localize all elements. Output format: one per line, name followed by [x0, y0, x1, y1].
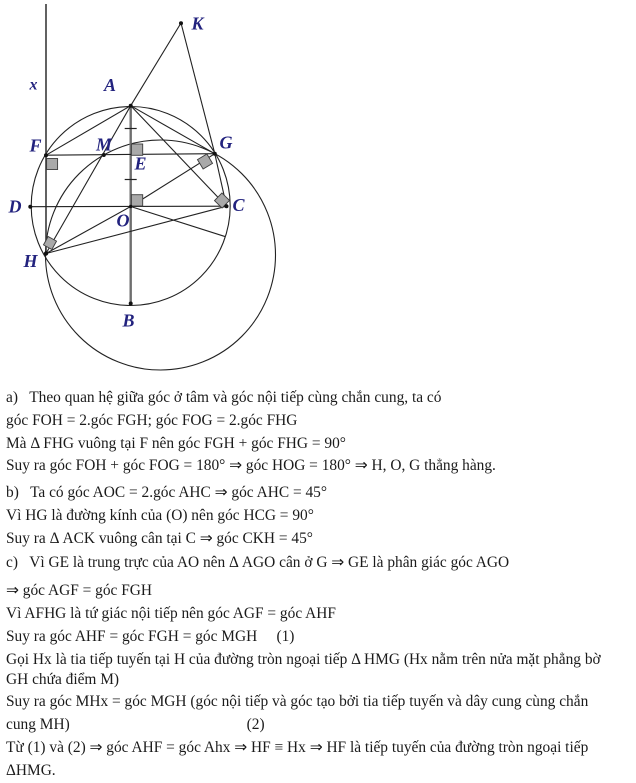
point-A — [129, 104, 133, 108]
solution-line-b2: Vì HG là đường kính của (O) nên góc HCG = 90° — [6, 506, 314, 524]
segment-KA — [131, 23, 181, 106]
solution-line-b3: Suy ra Δ ACK vuông cân tại C ⇒ góc CKH = 45° — [6, 529, 313, 547]
solution-line-c8: cung MH) (2) — [6, 716, 265, 734]
solution-line-a2: góc FOH = 2.góc FGH; góc FOG = 2.góc FHG — [6, 411, 298, 429]
segment-FG — [46, 154, 215, 156]
label-K: K — [191, 13, 204, 34]
point-C — [225, 204, 229, 208]
solution-line-a4: Suy ra góc FOH + góc FOG = 180° ⇒ góc HOG = 180° ⇒ H, O, G thẳng hàng. — [6, 457, 496, 475]
point-D — [28, 205, 32, 209]
label-M: M — [96, 134, 113, 155]
right-angle-F — [47, 159, 58, 170]
geometry-figure — [0, 0, 636, 380]
label-B: B — [122, 310, 135, 331]
label-H: H — [23, 251, 38, 271]
solution-line-c3: Vì AFHG là tứ giác nội tiếp nên góc AGF = góc AHF — [6, 605, 336, 623]
solution-line-c10: ΔHMG. — [6, 761, 56, 779]
label-O: O — [116, 210, 130, 231]
solution-line-c5: Gọi Hx là tia tiếp tuyến tại H của đường tròn ngoại tiếp Δ HMG (Hx nằm trên nửa mặt phẳng bờ — [6, 650, 601, 668]
segment-KG — [181, 23, 215, 154]
point-H — [44, 251, 48, 255]
label-D: D — [8, 196, 22, 217]
circumcircle-HMG — [46, 140, 276, 370]
label-A: A — [104, 75, 117, 95]
solution-text — [6, 387, 634, 783]
point-O — [129, 205, 132, 208]
solution-line-c7: Suy ra góc MHx = góc MGH (góc nội tiếp và góc tạo bởi tia tiếp tuyến và dây cung cùng chắn — [6, 693, 589, 711]
label-x: x — [29, 76, 38, 94]
label-C: C — [232, 195, 245, 215]
solution-line-c2: ⇒ góc AGF = góc FGH — [6, 582, 152, 600]
solution-line-b1: b) Ta có góc AOC = 2.góc AHC ⇒ góc AHC = 45° — [6, 484, 328, 502]
solution-line-c9: Từ (1) và (2) ⇒ góc AHF = góc Ahx ⇒ HF ≡ Hx ⇒ HF là tiếp tuyến của đường tròn ngoại tiếp — [6, 738, 589, 756]
segment-HC — [46, 206, 227, 253]
geometry-diagram-svg — [0, 0, 636, 380]
solution-line-a1: a) Theo quan hệ giữa góc ở tâm và góc nội tiếp cùng chắn cung, ta có — [6, 389, 442, 406]
solution-line-c6: GH chứa điểm M) — [6, 670, 120, 688]
segment-DC — [30, 206, 227, 207]
point-G — [213, 152, 217, 156]
point-F — [44, 153, 48, 157]
point-K — [179, 21, 183, 25]
point-B — [129, 302, 133, 306]
label-E: E — [134, 153, 147, 174]
label-G: G — [219, 132, 233, 153]
right-angle-O — [131, 195, 142, 206]
segment-O-circle — [131, 207, 226, 237]
solution-line-c4: Suy ra góc AHF = góc FGH = góc MGH (1) — [6, 627, 295, 645]
segment-AH — [46, 106, 131, 254]
label-F: F — [29, 135, 42, 156]
segment-AG — [131, 106, 215, 154]
solution-line-c1: c) Vì GE là trung trực của AO nên Δ AGO cân ở G ⇒ GE là phân giác góc AGO — [6, 553, 510, 571]
solution-line-a3: Mà Δ FHG vuông tại F nên góc FGH + góc FHG = 90° — [6, 434, 346, 452]
